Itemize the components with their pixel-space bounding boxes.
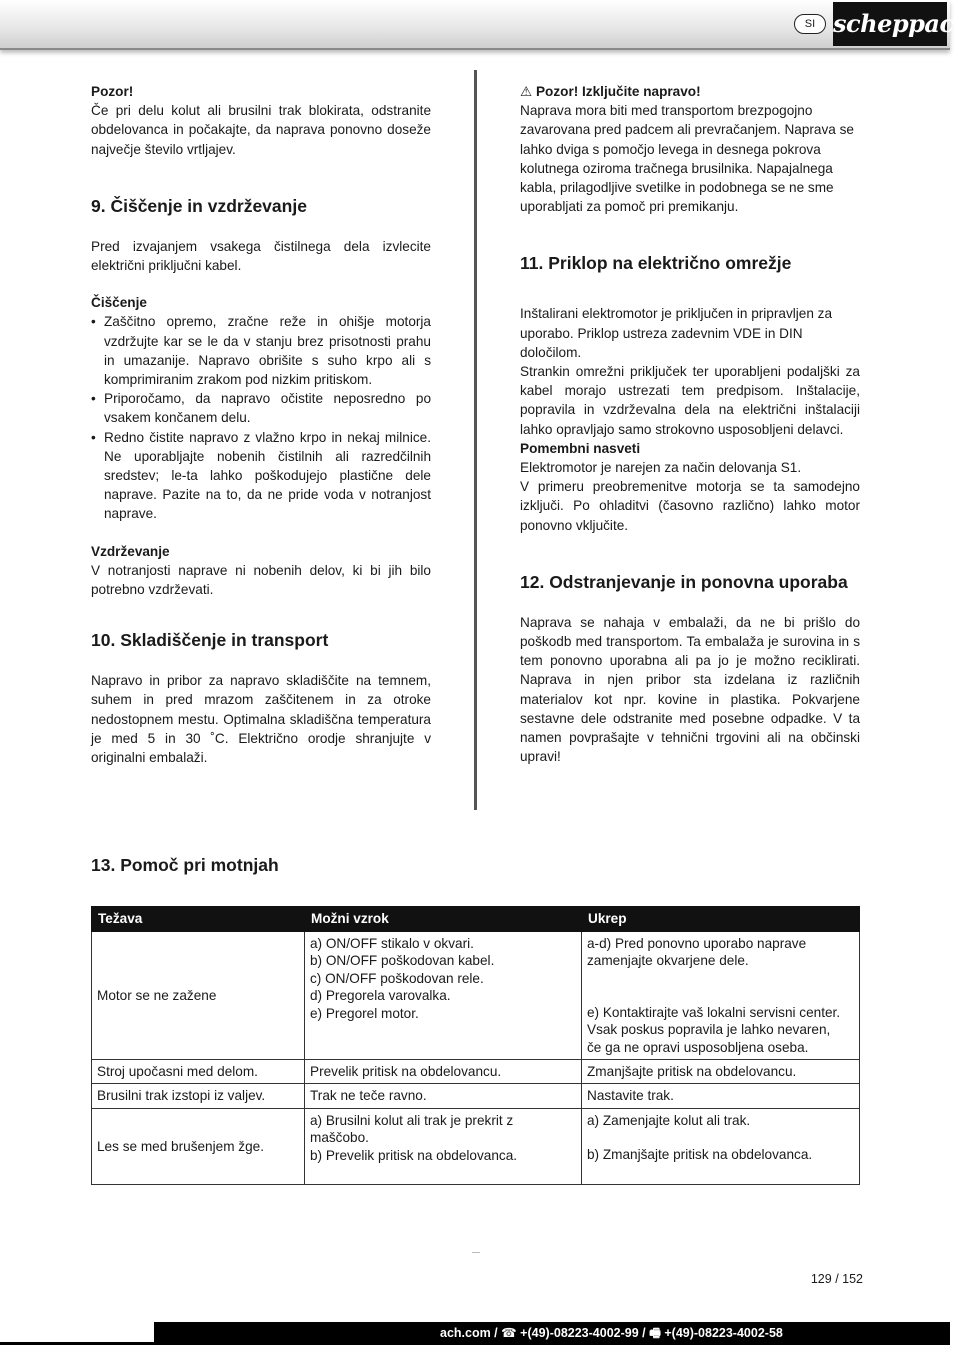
cause-cell	[305, 932, 582, 1060]
cause-line: b) ON/OFF poškodovan kabel.	[310, 953, 495, 969]
fix-line: e) Kontaktirajte vaš lokalni servisni center.	[587, 1004, 841, 1020]
cause-cell	[305, 1108, 582, 1184]
section-9-title: 9. Čiščenje in vzdrževanje	[91, 195, 307, 216]
section-12-title: 12. Odstranjevanje in ponovna uporaba	[520, 571, 848, 592]
fix-line: a) Zamenjajte kolut ali trak.	[587, 1112, 751, 1128]
table-row	[92, 932, 860, 1060]
page-footer	[0, 1322, 950, 1345]
warning-icon: ⚠	[520, 84, 533, 99]
section-12-text: Naprava se nahaja v embalaži, da ne bi prišlo do poškodb med transportom. Ta embalaža je surovina in s tem ponovno uporabna ali pa jo je možno reciklirati. Naprava in njen pribor sta izdelana iz različnih materialov kot npr. kovine in plastika. Pokvarjene sestavne dele odstranite med posebne odpadke. V ta namen povprašajte v tehnični trgovini ali na občinski upravi!	[520, 614, 860, 765]
fix-line: b) Zmanjšajte pritisk na obdelovanca.	[587, 1147, 813, 1163]
column-divider	[474, 70, 477, 810]
section-11-title: 11. Priklop na električno omrežje	[520, 253, 792, 274]
section-10-title: 10. Skladiščenje in transport	[91, 630, 329, 651]
section-10-text: Napravo in pribor za napravo skladiščite na temnem, suhem in pred mrazom zaščitenem in za otroke nedostopnem mestu. Optimalna skladiščna temperatura je med 5 in 30 ˚C. Električno orodje shranjujte v originalni embalaži.	[91, 673, 431, 766]
list-item: • Zaščitno opremo, zračne reže in ohišje motorja vzdržujte kar se le da v stanju brez prisotnosti prahu in umazanije. Napravo obrišite s suho krpo ali s komprimiranim zrakom pod nizkim pritiskom.	[91, 312, 431, 389]
fix-cell	[582, 1108, 860, 1184]
fix-cell: Zmanjšajte pritisk na obdelovancu.	[582, 1060, 860, 1084]
section-13-title: 13. Pomoč pri motnjah	[91, 855, 279, 875]
fix-cell	[582, 932, 860, 1060]
section-11-text-1: Inštalirani elektromotor je priključen in pripravljen za uporabo. Priklop ustreza zadevnim VDE in DIN določilom.	[520, 306, 833, 360]
cause-line: e) Pregorel motor.	[310, 1005, 419, 1021]
fix-cell: Nastavite trak.	[582, 1084, 860, 1108]
table-header-row	[92, 907, 860, 932]
page-number: 129 / 152	[810, 1272, 863, 1286]
footer-blank	[0, 1322, 154, 1342]
table-row	[92, 1060, 860, 1084]
cause-line: a) Brusilni kolut ali trak je prekrit z	[310, 1112, 514, 1128]
tips-text-2: V primeru preobremenitve motorja se ta samodejno izključi. Po ohladitvi (časovno različno) lahko motor ponovno vključite.	[520, 479, 860, 533]
cause-cell: Trak ne teče ravno.	[305, 1084, 582, 1108]
fix-line: Vsak poskus popravila je lahko nevaren,	[587, 1022, 831, 1038]
list-item: • Priporočamo, da napravo očistite neposredno po vsakem končanem delu.	[91, 389, 431, 427]
fix-line: zamenjajte okvarjene dele.	[587, 953, 749, 969]
problem-cell: Stroj upočasni med delom.	[92, 1060, 305, 1084]
warning-title: Pozor! Izključite napravo!	[535, 84, 701, 99]
cause-line: d) Pregorela varovalka.	[310, 988, 451, 1004]
cleaning-heading: Čiščenje	[91, 295, 147, 311]
column-header: Težava	[92, 907, 305, 932]
table-row	[92, 1108, 860, 1184]
maintenance-heading: Vzdrževanje	[91, 543, 170, 559]
column-header: Možni vzrok	[305, 907, 582, 932]
cause-line: c) ON/OFF poškodovan rele.	[310, 970, 484, 986]
pozor-heading: Pozor!	[91, 84, 134, 99]
cause-line: maščobo.	[310, 1130, 369, 1146]
right-column	[520, 82, 860, 766]
language-badge: SI	[794, 14, 826, 34]
maintenance-text: V notranjosti naprave ni nobenih delov, ki bi jih bilo potrebno vzdrževati.	[91, 562, 431, 598]
separator-mark	[472, 1252, 480, 1253]
section-9-intro: Pred izvajanjem vsakega čistilnega dela izvlecite električni priključni kabel.	[91, 238, 431, 274]
page-header	[0, 0, 971, 50]
problem-cell: Brusilni trak izstopi iz valjev.	[92, 1084, 305, 1108]
column-header: Ukrep	[582, 907, 860, 932]
problem-cell: Les se med brušenjem žge.	[92, 1108, 305, 1184]
left-column	[91, 82, 431, 767]
tips-heading: Pomembni nasveti	[520, 440, 641, 456]
troubleshooting-table	[91, 906, 860, 1185]
cause-line: a) ON/OFF stikalo v okvari.	[310, 936, 474, 951]
table-row	[92, 1084, 860, 1108]
warning-heading	[520, 82, 860, 101]
cause-line: b) Prevelik pritisk na obdelovanca.	[310, 1147, 518, 1163]
cleaning-list	[91, 312, 431, 523]
cause-cell: Prevelik pritisk na obdelovancu.	[305, 1060, 582, 1084]
fix-line: če ga ne opravi usposobljena oseba.	[587, 1039, 809, 1055]
tips-text-1: Elektromotor je narejen za način delovanja S1.	[520, 460, 802, 476]
fix-line: a-d) Pred ponovno uporabo naprave	[587, 936, 807, 951]
list-item: • Redno čistite napravo z vlažno krpo in nekaj milnice. Ne uporabljajte nobenih čistilnih ali razredčilnih sredstev; le-ta lahko poškodujejo plastične dele naprave. Pazite na to, da ne pride voda v notranjost naprave.	[91, 428, 431, 524]
footer-contact: ach.com / ☎ +(49)-08223-4002-99 / 🖷 +(49)-08223-4002-58	[440, 1326, 783, 1340]
brand-logo: scheppach	[833, 2, 947, 46]
section-11-text-2: Strankin omrežni priključek ter uporabljeni podaljški za kabel morajo ustrezati tem predpisom. Inštalacije, popravila in vzdrževalna dela na električni inštalaciji lahko opravljajo samo strokovno usposobljeni delavci.	[520, 364, 860, 437]
pozor-text: Če pri delu kolut ali brusilni trak blokirata, odstranite obdelovanca in počakajte, da naprava ponovno doseže največje število vrtljajev.	[91, 103, 431, 157]
problem-cell: Motor se ne zažene	[92, 932, 305, 1060]
warning-text: Naprava mora biti med transportom brezpogojno zavarovana pred padcem ali prevračanjem. Naprava se lahko dviga s pomočjo levega in desnega pokrova kolutnega oziroma tračnega brusilnika. Napajalnega kabla, prilagodljive svetilke in podobnega se ne sme uporabljati za pomoč pri premikanju.	[520, 103, 854, 215]
